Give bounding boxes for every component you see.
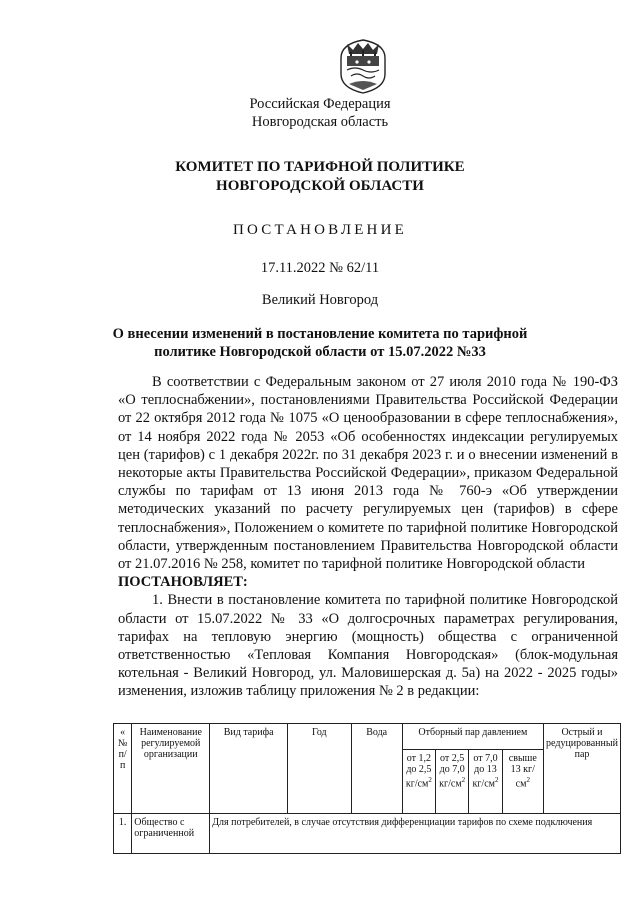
resolves-heading: ПОСТАНОВЛЯЕТ:: [118, 574, 248, 591]
header-steam-1: от 1,2 до 2,5 $кг/см^2$: [402, 750, 435, 814]
header-tariff-type: Вид тарифа: [210, 724, 288, 814]
row-note: Для потребителей, в случае отсутствия дифференциации тарифов по схеме подключения: [210, 814, 621, 854]
date-number: 17.11.2022 № 62/11: [260, 260, 380, 276]
header-organization: Наименование регулируемой организации: [132, 724, 210, 814]
header-sharp-steam: Острый и редуцированный пар: [544, 724, 621, 814]
row-organization: Общество с ограниченной: [132, 814, 210, 854]
subject-title: О внесении изменений в постановление комитета по тарифной политике Новгородской области от 15.07.2022 №33: [112, 326, 528, 360]
document-type: ПОСТАНОВЛЕНИЕ: [233, 222, 407, 238]
header-number: « № п/ п: [114, 724, 132, 814]
header-steam-3: от 7,0 до 13 $кг/см^2$: [469, 750, 502, 814]
novgorod-coat-of-arms-icon: [337, 38, 389, 94]
row-number: 1.: [114, 814, 132, 854]
header-steam-2: от 2,5 до 7,0 $кг/см^2$: [436, 750, 469, 814]
committee-title: КОМИТЕТ ПО ТАРИФНОЙ ПОЛИТИКЕ НОВГОРОДСКОЙ ОБЛАСТИ: [175, 159, 465, 194]
header-steam: Отборный пар давлением: [402, 724, 543, 750]
city-line: Великий Новгород: [261, 292, 379, 308]
header-year: Год: [288, 724, 352, 814]
table-row: [114, 814, 621, 854]
region-line: Новгородская область: [251, 114, 389, 130]
document-body: [118, 373, 618, 701]
preamble-paragraph: В соответствии с Федеральным законом от 27 июля 2010 года № 190-ФЗ «О теплоснабжении», постановлениями Правительства Российской Федерации от 22 октября 2012 года № 1075 «О ценообразовании в сфере теплоснабжения», от 14 ноября 2022 года № 2053 «Об особенностях индексации регулируемых цен (тарифов) с 1 декабря 2022г. по 31 декабря 2023 г. и о внесении изменений в некоторые акты Правительства Российской Федерации», приказом Федеральной службы по тарифам от 13 июня 2013 года № 760-э «Об утверждении методических указаний по расчету регулируемых цен (тарифов) в сфере теплоснабжения», Положением о комитете по тарифной политике Новгородской области, утвержденным постановлением Правительства Новгородской области от 21.07.2016 № 258, комитет по тарифной политике Новгородской области: [118, 374, 618, 573]
item-1-paragraph: 1. Внести в постановление комитета по тарифной политике Новгородской области от 15.07.2022 № 33 «О долгосрочных параметрах регулирования, тарифах на тепловую энергию (мощность) общества с ограниченной ответственностью «Тепловая Компания Новгородская» (блок-модульная котельная - Великий Новгород, ул. Маловишерская д. 5а) на 2022 - 2025 годы» изменения, изложив таблицу приложения № 2 в редакции:: [118, 592, 618, 700]
header-steam-4: свыше 13 $кг/см^2$: [502, 750, 543, 814]
tariff-table: [113, 723, 621, 854]
country-line: Российская Федерация: [249, 96, 391, 112]
header-water: Вода: [351, 724, 402, 814]
